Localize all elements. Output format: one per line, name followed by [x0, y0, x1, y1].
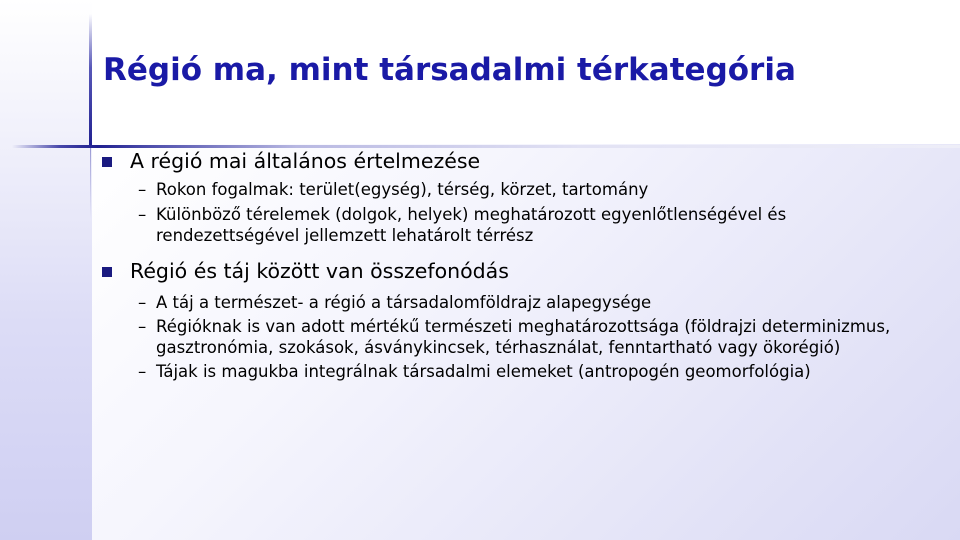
bullet-item [100, 148, 950, 174]
slide-title: Régió ma, mint társadalmi térkategória [103, 52, 796, 88]
dash-bullet-icon: – [138, 293, 147, 312]
sub-bullet-item [100, 316, 950, 358]
sub-bullet-item [100, 292, 950, 313]
sub-bullet-text-line: Régióknak is van adott mértékű természeti meghatározottsága (földrajzi determinizmus, [156, 317, 891, 336]
dash-bullet-icon: – [138, 180, 147, 199]
dash-bullet-icon: – [138, 362, 147, 381]
bullet-text: A régió mai általános értelmezése [130, 149, 481, 173]
dash-bullet-icon: – [138, 317, 147, 336]
vertical-accent-rule-lower [90, 148, 91, 218]
sub-bullet-text-line: gasztronómia, szokások, ásványkincsek, térhasználat, fenntartható vagy ökorégió) [156, 338, 841, 357]
bullet-item [100, 258, 950, 284]
sub-bullet-item [100, 179, 950, 200]
sub-bullet-text: Rokon fogalmak: terület(egység), térség, körzet, tartomány [156, 180, 649, 199]
sub-bullet-item [100, 204, 950, 246]
dash-bullet-icon: – [138, 205, 147, 224]
square-bullet-icon [102, 157, 112, 167]
bullet-list [100, 148, 950, 382]
vertical-accent-rule [89, 14, 92, 148]
left-background-band [0, 0, 92, 540]
square-bullet-icon [102, 267, 112, 277]
sub-bullet-item [100, 361, 950, 382]
sub-bullet-text: Tájak is magukba integrálnak társadalmi elemeket (antropogén geomorfológia) [156, 362, 811, 381]
bullet-text: Régió és táj között van összefonódás [130, 259, 509, 283]
sub-bullet-text-line: Különböző térelemek (dolgok, helyek) meghatározott egyenlőtlenségével és [156, 205, 787, 224]
sub-bullet-text-line: rendezettségével jellemzett lehatárolt térrész [156, 226, 534, 245]
sub-bullet-text: A táj a természet- a régió a társadalomföldrajz alapegysége [156, 293, 652, 312]
